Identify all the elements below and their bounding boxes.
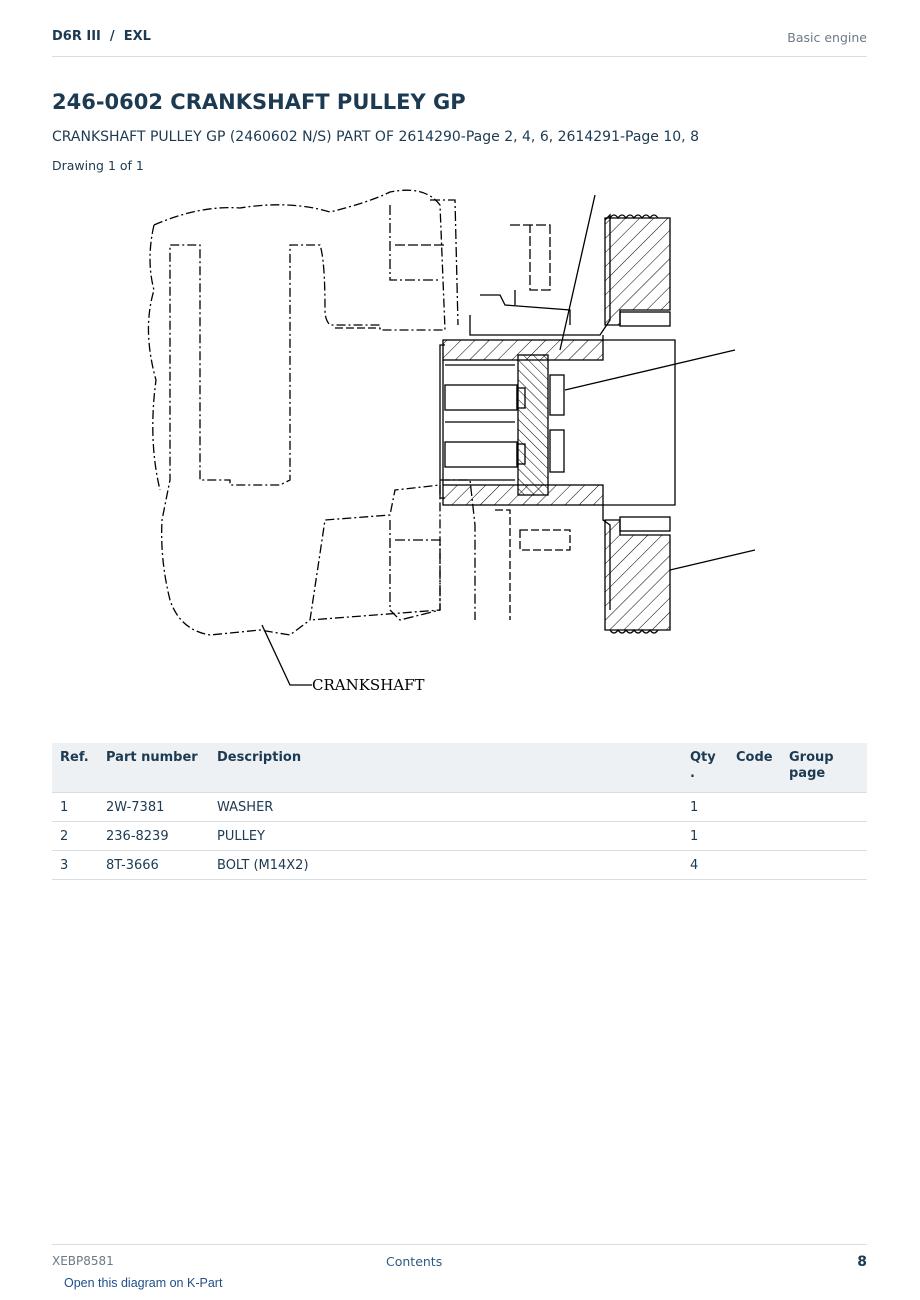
row-ref: 1 [52,793,98,822]
parts-table [52,743,867,880]
row-code [728,822,781,851]
col-ref: Ref. [52,743,98,793]
col-code: Code [728,743,781,793]
row-description: BOLT (M14X2) [209,851,682,880]
crankshaft-callout: CRANKSHAFT [312,676,425,694]
row-code [728,851,781,880]
table-row [52,793,867,822]
page-title: 246-0602 CRANKSHAFT PULLEY GP [52,90,466,114]
table-row [52,822,867,851]
page-footer [52,1244,867,1275]
model-label: D6R III / EXL [52,29,151,44]
row-ref: 3 [52,851,98,880]
row-qty: 1 [682,822,728,851]
drawing-label: Drawing 1 of 1 [52,158,144,173]
row-part-number: 8T-3666 [98,851,209,880]
diagram-svg [140,180,780,720]
row-ref: 2 [52,822,98,851]
table-row [52,851,867,880]
page-number: 8 [857,1254,867,1270]
parts-diagram[interactable] [140,180,780,720]
row-part-number: 2W-7381 [98,793,209,822]
contents-link[interactable]: Contents [386,1254,443,1269]
col-part-number: Part number [98,743,209,793]
row-description: WASHER [209,793,682,822]
row-qty: 4 [682,851,728,880]
col-description: Description [209,743,682,793]
row-part-number: 236-8239 [98,822,209,851]
row-qty: 1 [682,793,728,822]
kpart-link[interactable]: Open this diagram on K-Part [64,1276,223,1290]
row-group-page [781,793,867,822]
row-group-page [781,851,867,880]
doc-id: XEBP8581 [52,1254,114,1268]
page-subtitle: CRANKSHAFT PULLEY GP (2460602 N/S) PART OF 2614290-Page 2, 4, 6, 2614291-Page 10, 8 [52,129,699,145]
col-qty: Qty . [682,743,728,793]
page-header [52,28,867,57]
row-group-page [781,822,867,851]
col-group-page: Group page [781,743,867,793]
row-description: PULLEY [209,822,682,851]
section-label: Basic engine [787,30,867,45]
row-code [728,793,781,822]
table-header-row [52,743,867,793]
